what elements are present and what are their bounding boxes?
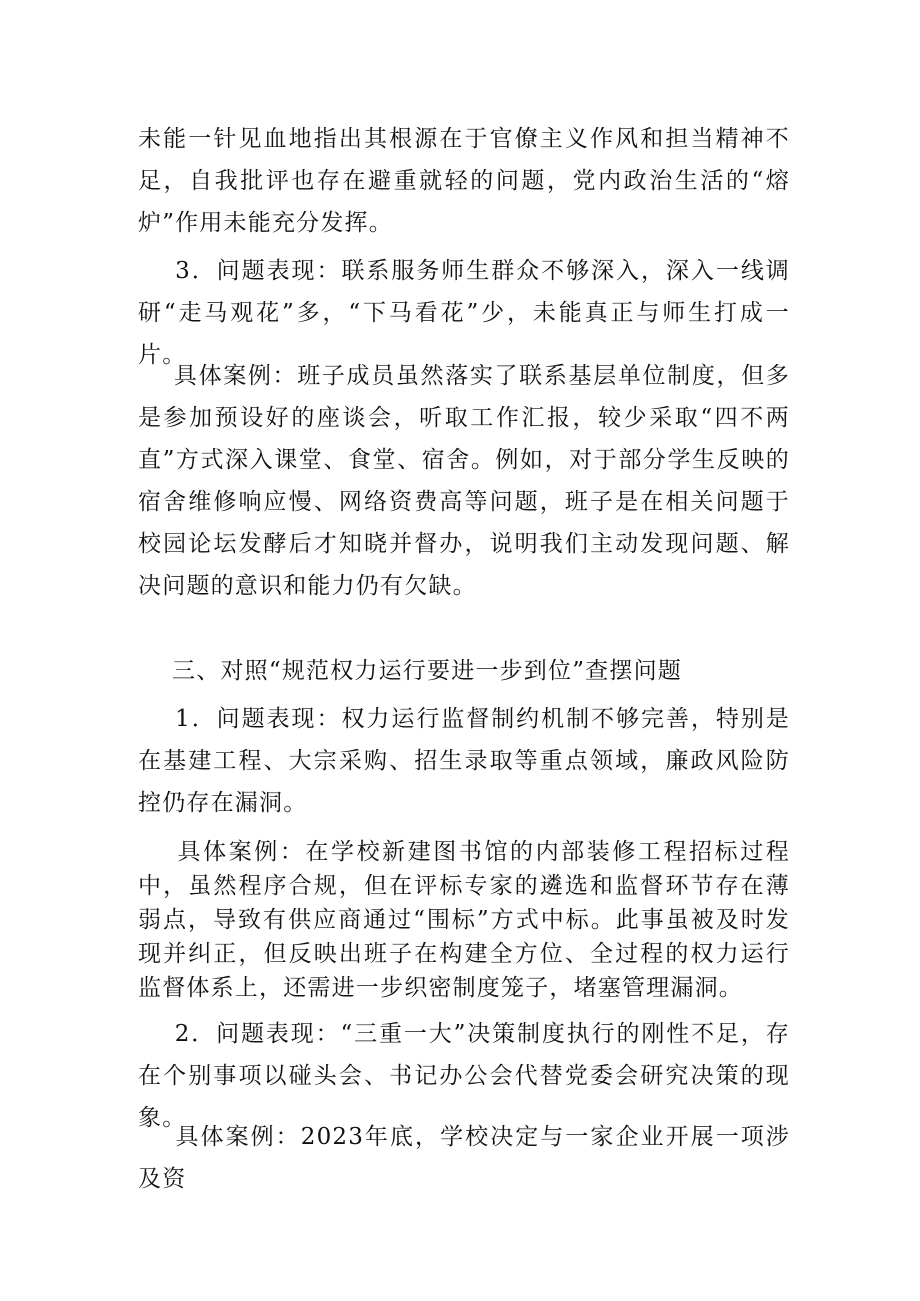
paragraph-problem-3: 3．问题表现：联系服务师生群众不够深入，深入一线调研“走马观花”多，“下马看花”少，未能真正与师生打成一片。 [138,258,790,368]
paragraph-problem-2: 2．问题表现：“三重一大”决策制度执行的刚性不足，存在个别事项以碰头会、书记办公会代替党委会研究决策的现象。 [138,1021,790,1131]
paragraph-criticism-summary: 未能一针见血地指出其根源在于官僚主义作风和担当精神不足，自我批评也存在避重就轻的问题，党内政治生活的“熔炉”作用未能充分发挥。 [138,126,790,236]
paragraph-case-contact: 具体案例：班子成员虽然落实了联系基层单位制度，但多是参加预设好的座谈会，听取工作汇报，较少采取“四不两直”方式深入课堂、食堂、宿舍。例如，对于部分学生反映的宿舍维修响应慢、网络资费高等问题，班子是在相关问题于校园论坛发酵后才知晓并督办，说明我们主动发现问题、解决问题的意识和能力仍有欠缺。 [138,363,791,599]
section-heading-3: 三、对照“规范权力运行要进一步到位”查摆问题 [138,658,682,684]
paragraph-problem-1: 1．问题表现：权力运行监督制约机制不够完善，特别是在基建工程、大宗采购、招生录取等重点领域，廉政风险防控仍存在漏洞。 [138,706,790,816]
paragraph-case-tender: 具体案例：在学校新建图书馆的内部装修工程招标过程中，虽然程序合规，但在评标专家的遴选和监督环节存在薄弱点，导致有供应商通过“围标”方式中标。此事虽被及时发现并纠正，但反映出班子在构建全方位、全过程的权力运行监督体系上，还需进一步织密制度笼子，堵塞管理漏洞。 [138,839,790,1001]
paragraph-case-2023: 具体案例：2023年底，学校决定与一家企业开展一项涉及资 [138,1124,791,1192]
